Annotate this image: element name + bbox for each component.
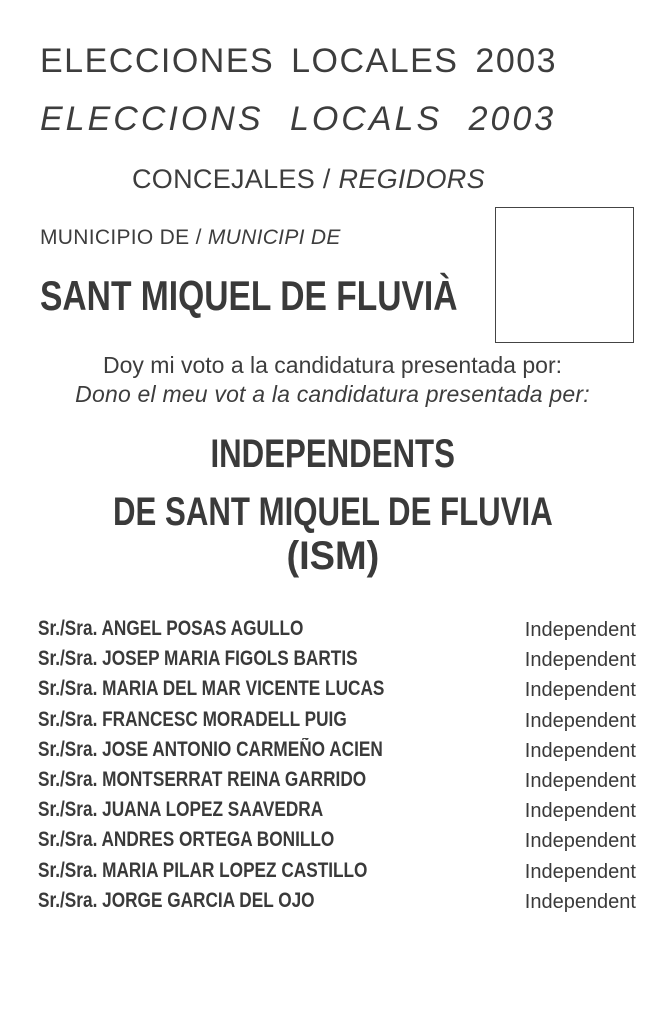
candidate-affiliation: Independent [524,769,636,792]
office-spanish: CONCEJALES / [132,164,331,194]
candidate-affiliation: Independent [524,739,636,762]
vote-statement-spanish: Doy mi voto a la candidatura presentada por: [103,352,562,378]
vote-statement-catalan: Dono el meu vot a la candidatura presentada per: [75,381,590,407]
candidate-affiliation: Independent [524,890,636,913]
candidate-name: Sr./Sra. JOSE ANTONIO CARMEÑO ACIEN [38,737,383,761]
candidate-affiliation: Independent [524,709,636,732]
candidate-name: Sr./Sra. MARIA PILAR LOPEZ CASTILLO [38,858,368,882]
party-name-line1-text: INDEPENDENTS [210,432,455,476]
candidate-list [38,617,636,919]
candidate-row [38,617,636,647]
stamp-box [495,207,634,343]
candidate-affiliation: Independent [524,800,636,823]
office-catalan: REGIDORS [338,164,485,194]
municipality-label-catalan: MUNICIPI DE [207,226,341,249]
municipality-name: SANT MIQUEL DE FLUVIÀ [40,272,458,319]
candidate-row [38,798,636,828]
title-spanish: ELECCIONES LOCALES 2003 [40,42,558,80]
candidate-row [38,828,636,858]
municipality-label [40,226,341,250]
office-heading [132,164,485,195]
candidate-row [38,647,636,677]
candidate-name: Sr./Sra. JUANA LOPEZ SAAVEDRA [38,798,324,822]
candidate-affiliation: Independent [524,619,636,641]
candidate-name: Sr./Sra. MARIA DEL MAR VICENTE LUCAS [38,677,385,701]
candidate-name: Sr./Sra. JORGE GARCIA DEL OJO [38,888,315,912]
candidate-affiliation: Independent [524,649,636,672]
candidate-row [38,708,636,738]
candidate-name: Sr./Sra. ANGEL POSAS AGULLO [38,617,304,640]
candidate-affiliation: Independent [524,679,636,702]
party-name-line2 [0,490,665,535]
candidate-affiliation: Independent [524,860,636,883]
candidate-name: Sr./Sra. JOSEP MARIA FIGOLS BARTIS [38,647,358,671]
candidate-row [38,859,636,889]
candidate-name: Sr./Sra. ANDRES ORTEGA BONILLO [38,828,335,852]
municipality-label-spanish: MUNICIPIO DE / [40,226,202,249]
candidate-row [38,889,636,919]
party-name-line2-text: DE SANT MIQUEL DE FLUVIA [112,490,553,534]
candidate-name: Sr./Sra. FRANCESC MORADELL PUIG [38,707,347,731]
candidate-row [38,738,636,768]
party-acronym-text: (ISM) [286,534,379,578]
candidate-row [38,768,636,798]
candidate-affiliation: Independent [524,830,636,853]
party-name-line1 [0,432,665,477]
candidate-row [38,677,636,707]
title-catalan: ELECCIONS LOCALS 2003 [40,100,557,138]
party-acronym [0,534,665,579]
candidate-name: Sr./Sra. MONTSERRAT REINA GARRIDO [38,767,367,791]
